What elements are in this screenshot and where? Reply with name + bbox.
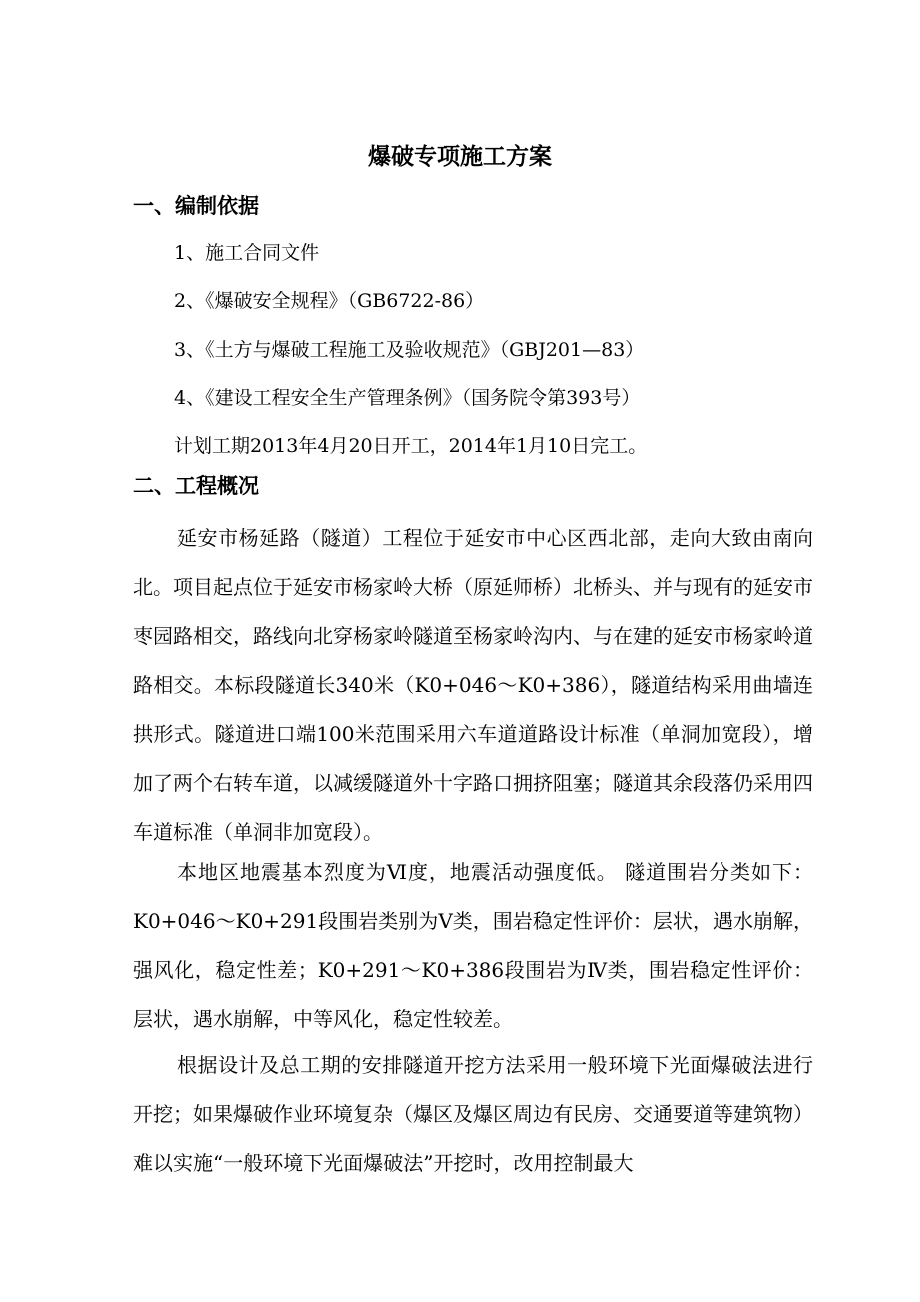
section-heading-basis: 一、编制依据	[133, 194, 259, 218]
overview-paragraph-2: 本地区地震基本烈度为Ⅵ度，地震活动强度低。 隧道围岩分类如下：K0+046～K0+291段围岩类别为Ⅴ类，围岩稳定性评价：层状，遇水崩解，强风化，稳定性差；K0+291～K0+386段围岩为Ⅳ类，围岩稳定性评价：层状，遇水崩解，中等风化，稳定性较差。	[133, 860, 813, 1031]
schedule-line: 计划工期2013年4月20日开工，2014年1月10日完工。	[174, 435, 648, 457]
basis-item-4: 4、《建设工程安全生产管理条例》（国务院令第393号）	[174, 387, 641, 409]
overview-paragraph-1: 延安市杨延路（隧道）工程位于延安市中心区西北部，走向大致由南向北。项目起点位于延安市杨家岭大桥（原延师桥）北桥头、并与现有的延安市枣园路相交，路线向北穿杨家岭隧道至杨家岭沟内、与在建的延安市杨家岭道路相交。本标段隧道长340米（K0+046～K0+386），隧道结构采用曲墙连拱形式。隧道进口端100米范围采用六车道道路设计标准（单洞加宽段），增加了两个右转车道，以减缓隧道外十字路口拥挤阻塞；隧道其余段落仍采用四车道标准（单洞非加宽段）。	[133, 526, 813, 844]
basis-item-2: 2、《爆破安全规程》（GB6722-86）	[174, 290, 485, 312]
basis-item-3: 3、《土方与爆破工程施工及验收规范》（GBJ201—83）	[174, 339, 645, 361]
section-heading-overview: 二、工程概况	[133, 474, 259, 498]
document-title: 爆破专项施工方案	[368, 144, 552, 170]
basis-item-1: 1、施工合同文件	[174, 242, 320, 264]
overview-paragraph-3: 根据设计及总工期的安排隧道开挖方法采用一般环境下光面爆破法进行开挖；如果爆破作业环境复杂（爆区及爆区周边有民房、交通要道等建筑物）难以实施“一般环境下光面爆破法”开挖时，改用控制最大	[133, 1053, 813, 1175]
